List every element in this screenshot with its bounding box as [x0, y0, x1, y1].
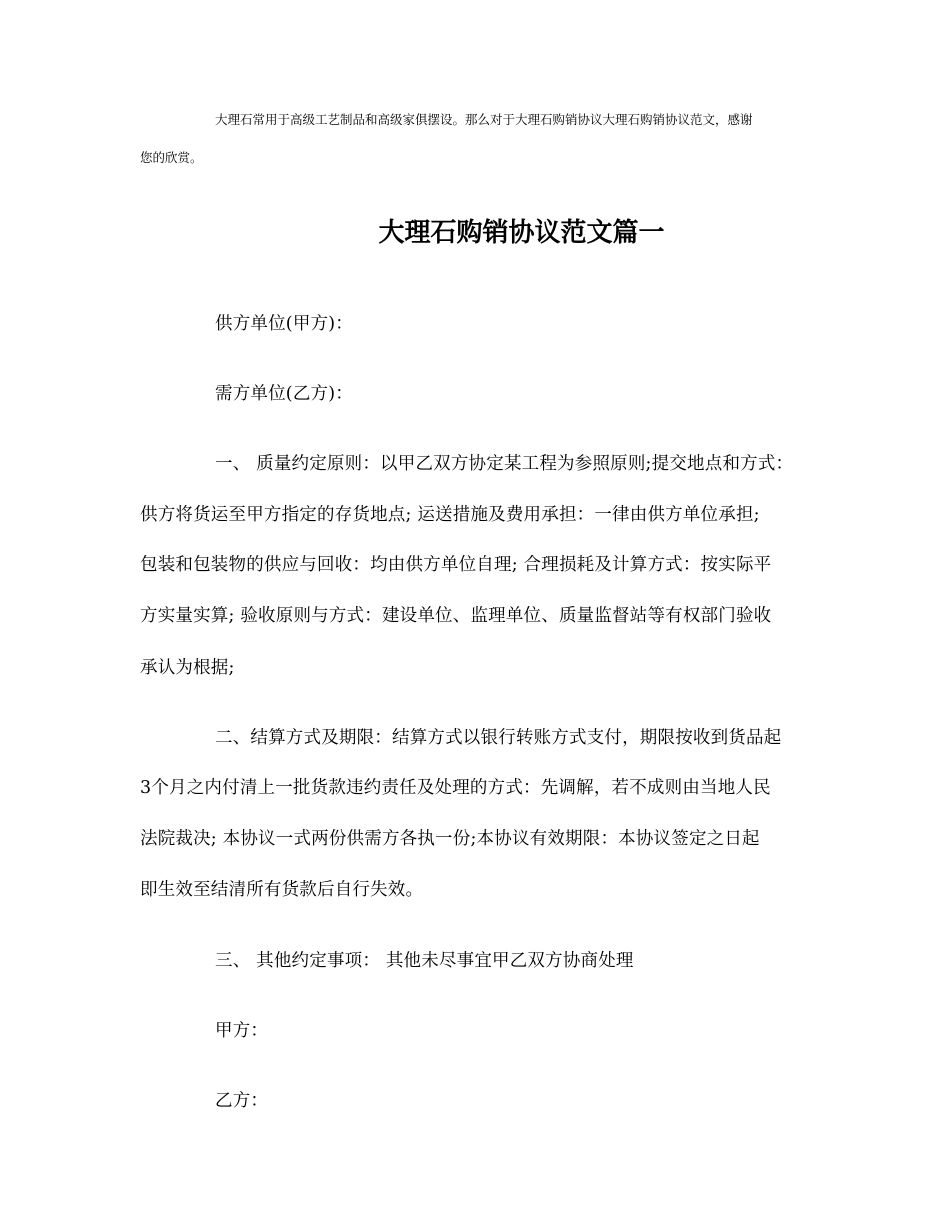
party-b-signature-label: 乙方： [215, 1091, 269, 1111]
clause-1-line: 一、 质量约定原则：以甲乙双方协定某工程为参照原则;提交地点和方式： [215, 454, 794, 474]
intro-line-2: 您的欣赏。 [140, 150, 203, 165]
clause-2-line: 法院裁决; 本协议一式两份供需方各执一份;本协议有效期限：本协议签定之日起 [140, 829, 760, 849]
clause-3-line: 三、 其他约定事项： 其他未尽事宜甲乙双方协商处理 [215, 951, 634, 971]
clause-2-line: 3个月之内付清上一批货款违约责任及处理的方式：先调解，若不成则由当地人民 [140, 778, 771, 798]
clause-2-line: 二、结算方式及期限：结算方式以银行转账方式支付，期限按收到货品起 [215, 728, 782, 748]
document-title: 大理石购销协议范文篇一 [378, 218, 665, 248]
clause-1-line: 包装和包装物的供应与回收：均由供方单位自理; 合理损耗及计算方式：按实际平 [140, 555, 772, 575]
clause-1-line: 供方将货运至甲方指定的存货地点; 运送措施及费用承担：一律由供方单位承担; [140, 505, 760, 525]
buyer-label: 需方单位(乙方)： [215, 384, 353, 404]
intro-line-1: 大理石常用于高级工艺制品和高级家俱摆设。那么对于大理石购销协议大理石购销协议范文，感谢 [215, 112, 753, 127]
clause-1-line: 方实量实算; 验收原则与方式：建设单位、监理单位、质量监督站等有权部门验收 [140, 606, 772, 626]
party-a-signature-label: 甲方： [215, 1021, 269, 1041]
clause-1-line: 承认为根据; [140, 658, 235, 678]
supplier-label: 供方单位(甲方)： [215, 314, 353, 334]
clause-2-line: 即生效至结清所有货款后自行失效。 [140, 880, 424, 900]
